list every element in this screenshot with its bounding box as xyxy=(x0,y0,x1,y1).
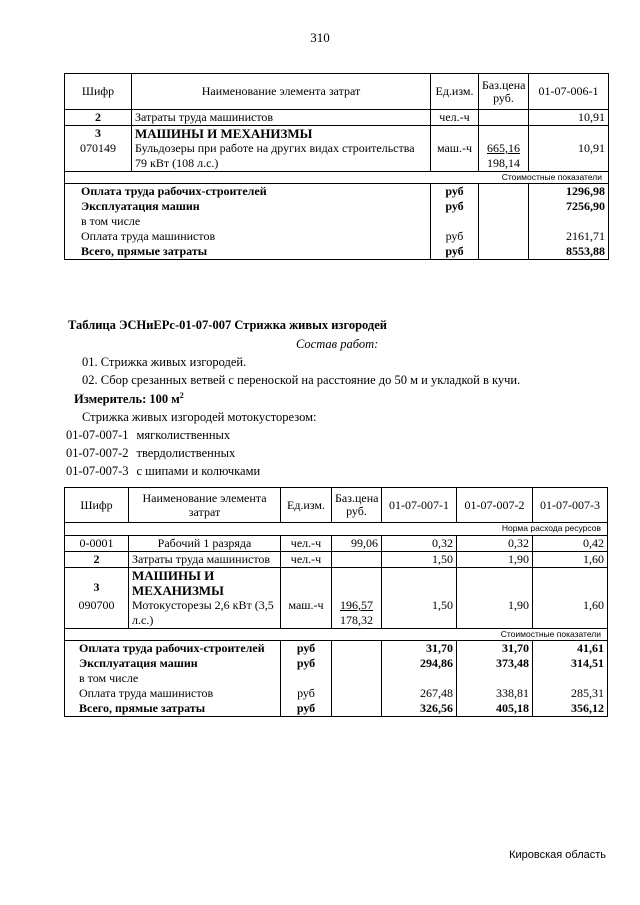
row-code: 3 xyxy=(65,126,132,142)
header-code-column-1: 01-07-007-1 xyxy=(382,488,457,523)
total-value-2: 338,81 xyxy=(457,686,533,701)
total-name: Всего, прямые затраты xyxy=(65,244,431,260)
total-name: Оплата труда рабочих-строителей xyxy=(65,641,281,657)
row-code: 090700 xyxy=(65,598,129,629)
total-value-1: 31,70 xyxy=(382,641,457,657)
header-code: Шифр xyxy=(65,74,132,110)
header-unit: Ед.изм. xyxy=(281,488,332,523)
row-unit: чел.-ч xyxy=(431,110,479,126)
header-name: Наименование элемента затрат xyxy=(132,74,431,110)
row-price xyxy=(332,598,382,629)
total-name: Эксплуатация машин xyxy=(65,656,281,671)
header-name: Наименование элемента затрат xyxy=(129,488,281,523)
row-value-2: 1,90 xyxy=(457,552,533,568)
table-title: Таблица ЭСНиЕРс-01-07-007 Стрижка живых изгородей xyxy=(68,318,387,332)
intro-text: Стрижка живых изгородей мотокусторезом: xyxy=(82,410,317,424)
table-row xyxy=(65,568,608,599)
row-name: Затраты труда машинистов xyxy=(132,110,431,126)
total-value-1: 267,48 xyxy=(382,686,457,701)
row-value: 10,91 xyxy=(529,110,609,126)
table-row xyxy=(65,141,609,172)
header-code-column-2: 01-07-007-2 xyxy=(457,488,533,523)
total-name: Всего, прямые затраты xyxy=(65,701,281,717)
price-b: 198,14 xyxy=(487,156,520,170)
row-value-2: 0,32 xyxy=(457,536,533,552)
item-text: твердолиственных xyxy=(136,446,236,460)
header-price: Баз.цена руб. xyxy=(479,74,529,110)
row-value-1: 1,50 xyxy=(382,598,457,629)
row-value-1: 0,32 xyxy=(382,536,457,552)
total-unit: руб xyxy=(431,199,479,214)
row-price: 99,06 xyxy=(332,536,382,552)
total-name: Оплата труда машинистов xyxy=(65,686,281,701)
total-value-2: 31,70 xyxy=(457,641,533,657)
cost-table-01-07-007 xyxy=(64,487,608,717)
row-code: 2 xyxy=(65,552,129,568)
total-value-3: 41,61 xyxy=(533,641,608,657)
list-item xyxy=(66,446,235,461)
row-price xyxy=(479,110,529,126)
total-value: 8553,88 xyxy=(529,244,609,260)
header-code-column: 01-07-006-1 xyxy=(529,74,609,110)
item-code: 01-07-007-2 xyxy=(66,446,129,460)
work-item-1: 01. Стрижка живых изгородей. xyxy=(82,355,247,369)
row-code: 0-0001 xyxy=(65,536,129,552)
total-unit: руб xyxy=(431,229,479,244)
total-row xyxy=(65,184,609,200)
row-value-3: 1,60 xyxy=(533,598,608,629)
total-value-1: 326,56 xyxy=(382,701,457,717)
list-item xyxy=(66,464,260,479)
item-text: мягколиственных xyxy=(136,428,231,442)
table-row xyxy=(65,598,608,629)
row-code: 2 xyxy=(65,110,132,126)
cost-table-01-07-006 xyxy=(64,73,609,260)
table-row xyxy=(65,552,608,568)
price-a: 196,57 xyxy=(340,598,373,612)
measure-superscript: 2 xyxy=(179,391,184,400)
total-unit: руб xyxy=(281,656,332,671)
total-unit: руб xyxy=(281,701,332,717)
table-row xyxy=(65,110,609,126)
total-value-3: 285,31 xyxy=(533,686,608,701)
row-value-1: 1,50 xyxy=(382,552,457,568)
composition-heading: Состав работ: xyxy=(296,337,379,351)
row-unit: маш.-ч xyxy=(281,598,332,629)
row-value-2: 1,90 xyxy=(457,598,533,629)
total-row xyxy=(65,244,609,260)
row-value-3: 1,60 xyxy=(533,552,608,568)
total-row xyxy=(65,229,609,244)
header-code: Шифр xyxy=(65,488,129,523)
total-value: 7256,90 xyxy=(529,199,609,214)
total-value-1: 294,86 xyxy=(382,656,457,671)
total-row xyxy=(65,656,608,671)
total-name: в том числе xyxy=(65,671,281,686)
price-b: 178,32 xyxy=(340,613,373,627)
measure-unit xyxy=(74,391,184,407)
total-row xyxy=(65,641,608,657)
total-name: Оплата труда машинистов xyxy=(65,229,431,244)
section-label: Стоимостные показатели xyxy=(65,629,608,641)
row-price xyxy=(332,552,382,568)
row-unit: чел.-ч xyxy=(281,536,332,552)
header-unit: Ед.изм. xyxy=(431,74,479,110)
price-a: 665,16 xyxy=(487,141,520,155)
total-unit: руб xyxy=(281,641,332,657)
total-row xyxy=(65,671,608,686)
row-name: МАШИНЫ И МЕХАНИЗМЫ xyxy=(132,126,431,142)
item-text: с шипами и колючками xyxy=(136,464,261,478)
row-code: 070149 xyxy=(65,141,132,172)
work-item-2: 02. Сбор срезанных ветвей с переноской на расстояние до 50 м и укладкой в кучи. xyxy=(82,373,521,387)
total-unit: руб xyxy=(281,686,332,701)
section-label: Норма расхода ресурсов xyxy=(65,523,608,536)
item-code: 01-07-007-3 xyxy=(66,464,129,478)
measure-text: Измеритель: 100 м xyxy=(74,392,180,407)
total-unit: руб xyxy=(431,184,479,200)
total-value-2: 405,18 xyxy=(457,701,533,717)
total-value-3: 314,51 xyxy=(533,656,608,671)
list-item xyxy=(66,428,230,443)
total-row xyxy=(65,686,608,701)
total-name: в том числе xyxy=(65,214,431,229)
row-value-3: 0,42 xyxy=(533,536,608,552)
page-number: 310 xyxy=(310,30,330,45)
row-name: Бульдозеры при работе на других видах строительства 79 кВт (108 л.с.) xyxy=(132,141,431,172)
total-name: Эксплуатация машин xyxy=(65,199,431,214)
total-value: 1296,98 xyxy=(529,184,609,200)
total-value: 2161,71 xyxy=(529,229,609,244)
total-row xyxy=(65,199,609,214)
total-row xyxy=(65,701,608,717)
item-code: 01-07-007-1 xyxy=(66,428,129,442)
row-unit: чел.-ч xyxy=(281,552,332,568)
row-unit: маш.-ч xyxy=(431,141,479,172)
row-name: Рабочий 1 разряда xyxy=(129,536,281,552)
total-value-2: 373,48 xyxy=(457,656,533,671)
header-price: Баз.цена руб. xyxy=(332,488,382,523)
total-unit: руб xyxy=(431,244,479,260)
footer-region: Кировская область xyxy=(509,849,606,861)
total-row xyxy=(65,214,609,229)
row-value: 10,91 xyxy=(529,141,609,172)
table-row xyxy=(65,126,609,142)
total-value-3: 356,12 xyxy=(533,701,608,717)
row-name: Мотокусторезы 2,6 кВт (3,5 л.с.) xyxy=(129,598,281,629)
header-code-column-3: 01-07-007-3 xyxy=(533,488,608,523)
row-code: 3 xyxy=(65,568,129,599)
row-name: МАШИНЫ И МЕХАНИЗМЫ xyxy=(129,568,281,599)
table-row xyxy=(65,536,608,552)
section-label: Стоимостные показатели xyxy=(65,172,609,184)
row-price xyxy=(479,141,529,172)
row-name: Затраты труда машинистов xyxy=(129,552,281,568)
total-name: Оплата труда рабочих-строителей xyxy=(65,184,431,200)
